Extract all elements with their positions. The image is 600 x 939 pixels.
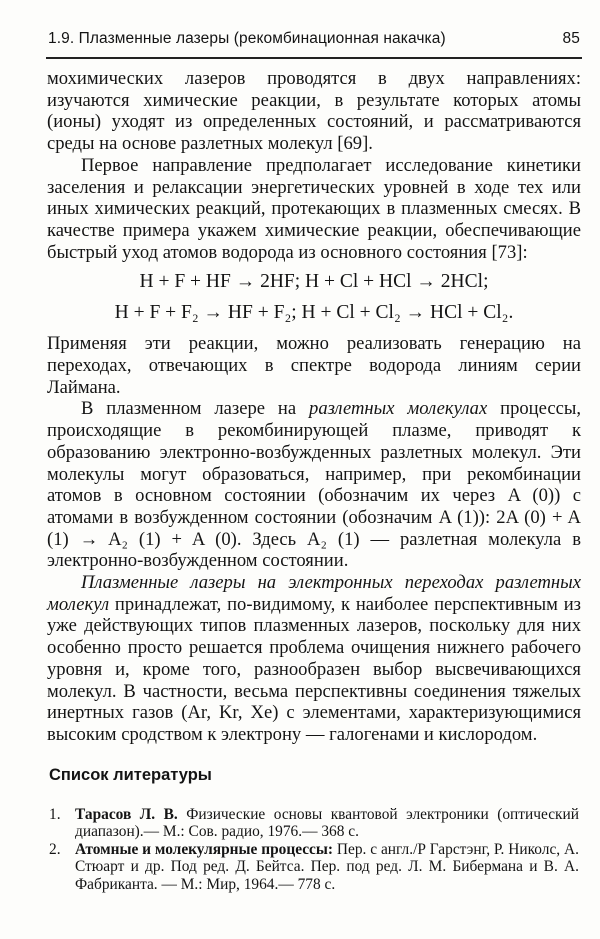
main-text	[47, 68, 581, 746]
reference-number: 2.	[49, 840, 61, 858]
reference-text: Пер. с англ./Р Гарстэнг, Р. Николс, А. Стюарт и др. Под ред. Д. Бейтса. Пер. под ред. Л. М. Бибермана и В. А. Фабриканта. — М.: Мир, 1964.— 778 с.	[75, 840, 579, 893]
paragraph-2: Первое направление предполагает исследование кинетики заселения и релаксации энергетических уровней в ходе тех или иных химических реакций, протекающих в плазменных смесях. В качестве примера укажем химические реакции, обеспечивающие быстрый уход атомов водорода из основного состояния [73]:	[47, 154, 581, 263]
para4-rest: процессы, происходящие в рекомбинирующей плазме, приводят к образованию электронно-возбужденных разлетных молекул. Эти молекулы могут образоваться, например, при рекомбинации атомов в основном состоянии (обозначим их через A (0)) с атомами в возбужденном состоянии (обозначим A (1)): 2A (0) + A (1) → A₂ (1) + A (0). Здесь A₂ (1) — разлетная молекула в электронно-возбужденном состоянии.	[47, 398, 581, 572]
reference-item	[49, 841, 579, 893]
reference-text: Физические основы квантовой электроники (оптический диапазон).— М.: Сов. радио, 1976.— 368 с.	[75, 806, 579, 841]
para5-rest: принадлежат, по-видимому, к наиболее перспективным из уже действующих типов плазменных лазеров, поскольку для них особенно просто решается проблема очищения нижнего рабочего уровня и, кроме того, разнообразен выбор высвечивающихся молекул. В частности, весьма перспективны соединения тяжелых инертных газов (Ar, Kr, Xe) с элементами, характеризующимися высоким сродством к электрону — галогенами и кислородом.	[47, 593, 581, 745]
paragraph-3: Применяя эти реакции, можно реализовать генерацию на переходах, отвечающих в спектре водорода линиям серии Лаймана.	[47, 333, 581, 398]
references-title: Список литературы	[49, 766, 212, 784]
term-dissociative-molecules: разлетных молекулах	[309, 398, 488, 420]
running-header	[48, 30, 580, 48]
reaction-formulas	[47, 267, 581, 328]
section-title: 1.9. Плазменные лазеры (рекомбинационная накачка)	[48, 30, 446, 47]
reference-number: 1.	[49, 806, 61, 823]
reference-authors: Атомные и молекулярные процессы:	[75, 840, 334, 858]
page-number: 85	[562, 30, 580, 47]
formula-line-2: H + F + F₂ → HF + F₂; H + Cl + Cl₂ → HCl + Cl₂.	[114, 302, 514, 324]
reference-authors: Тарасов Л. В.	[75, 806, 178, 823]
paragraph-4	[47, 398, 581, 572]
formula-line-1: H + F + HF → 2HF; H + Cl + HCl → 2HCl;	[139, 271, 489, 293]
references-list	[49, 806, 579, 893]
term-plasma-lasers: Плазменные лазеры на электронных переходах разлетных молекул	[47, 572, 581, 615]
para4-start: В плазменном лазере на	[81, 398, 297, 420]
paragraph-5	[47, 572, 581, 746]
reference-item	[49, 806, 579, 841]
paragraph-1: мохимических лазеров проводятся в двух направлениях: изучаются химические реакции, в результате которых атомы (ионы) уходят из определенных состояний, и рассматриваются среды на основе разлетных молекул [69].	[47, 68, 581, 155]
header-rule	[46, 57, 582, 59]
